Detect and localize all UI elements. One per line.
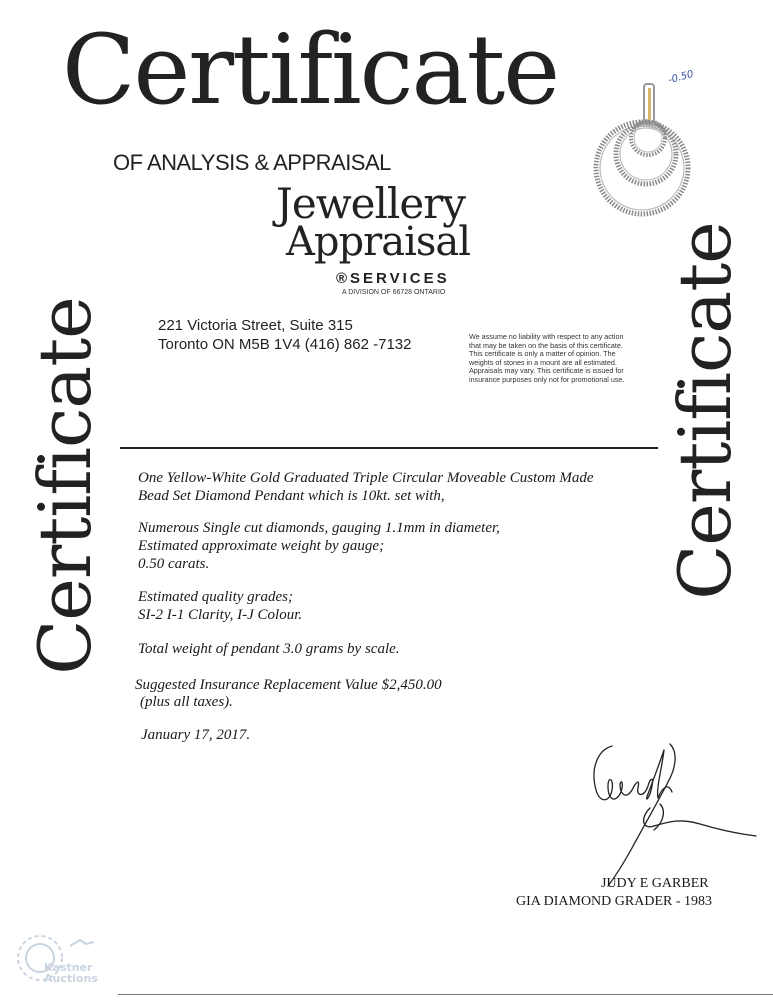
description-line-7: SI-2 I-1 Clarity, I-J Colour. — [138, 607, 303, 623]
side-certificate-left: Certificate — [23, 297, 107, 675]
description-line-4: Estimated approximate weight by gauge; — [138, 538, 385, 554]
description-line-10: (plus all taxes). — [140, 694, 233, 710]
description-line-5: 0.50 carats. — [138, 556, 210, 572]
company-services: ®SERVICES — [336, 270, 450, 287]
address-line-1: 221 Victoria Street, Suite 315 — [158, 317, 353, 334]
company-division: A DIVISION OF 66728 ONTARIO — [342, 289, 446, 296]
description-line-9: Suggested Insurance Replacement Value $2,450.00 — [135, 677, 442, 693]
description-line-6: Estimated quality grades; — [138, 589, 293, 605]
company-address — [158, 316, 411, 354]
company-logo-line1: Jewellery — [276, 179, 466, 228]
divider-line — [120, 447, 658, 449]
certificate-title: Certificate — [62, 14, 559, 126]
certificate-date: January 17, 2017. — [141, 727, 251, 743]
signer-title: GIA DIAMOND GRADER - 1983 — [516, 894, 712, 909]
side-certificate-right: Certificate — [663, 222, 747, 600]
description-line-3: Numerous Single cut diamonds, gauging 1.1mm in diameter, — [138, 520, 500, 536]
description-line-2: Bead Set Diamond Pendant which is 10kt. set with, — [138, 488, 445, 504]
address-line-2: Toronto ON M5B 1V4 (416) 862 -7132 — [158, 336, 412, 353]
certificate-subtitle: OF ANALYSIS & APPRAISAL — [113, 150, 391, 175]
kastner-watermark-logo — [10, 928, 120, 993]
company-logo-line2: Appraisal — [286, 219, 471, 265]
description-line-1: One Yellow-White Gold Graduated Triple Circular Moveable Custom Made — [138, 470, 594, 486]
signature — [550, 738, 760, 888]
bottom-border — [118, 994, 773, 995]
watermark-text: Kastner Auctions — [44, 961, 98, 985]
description-line-8: Total weight of pendant 3.0 grams by scale. — [138, 641, 400, 657]
signer-name: JUDY E GARBER — [601, 876, 709, 891]
disclaimer-text: We assume no liability with respect to any action that may be taken on the basis of this certificate. This certificate is only a matter of opinion. The weights of stones in a mount are all estimated. Appraisals may vary. This certificate is issued for insurance purposes only not for promotional use. — [469, 332, 625, 384]
item-tag: -0.50 — [667, 68, 695, 87]
